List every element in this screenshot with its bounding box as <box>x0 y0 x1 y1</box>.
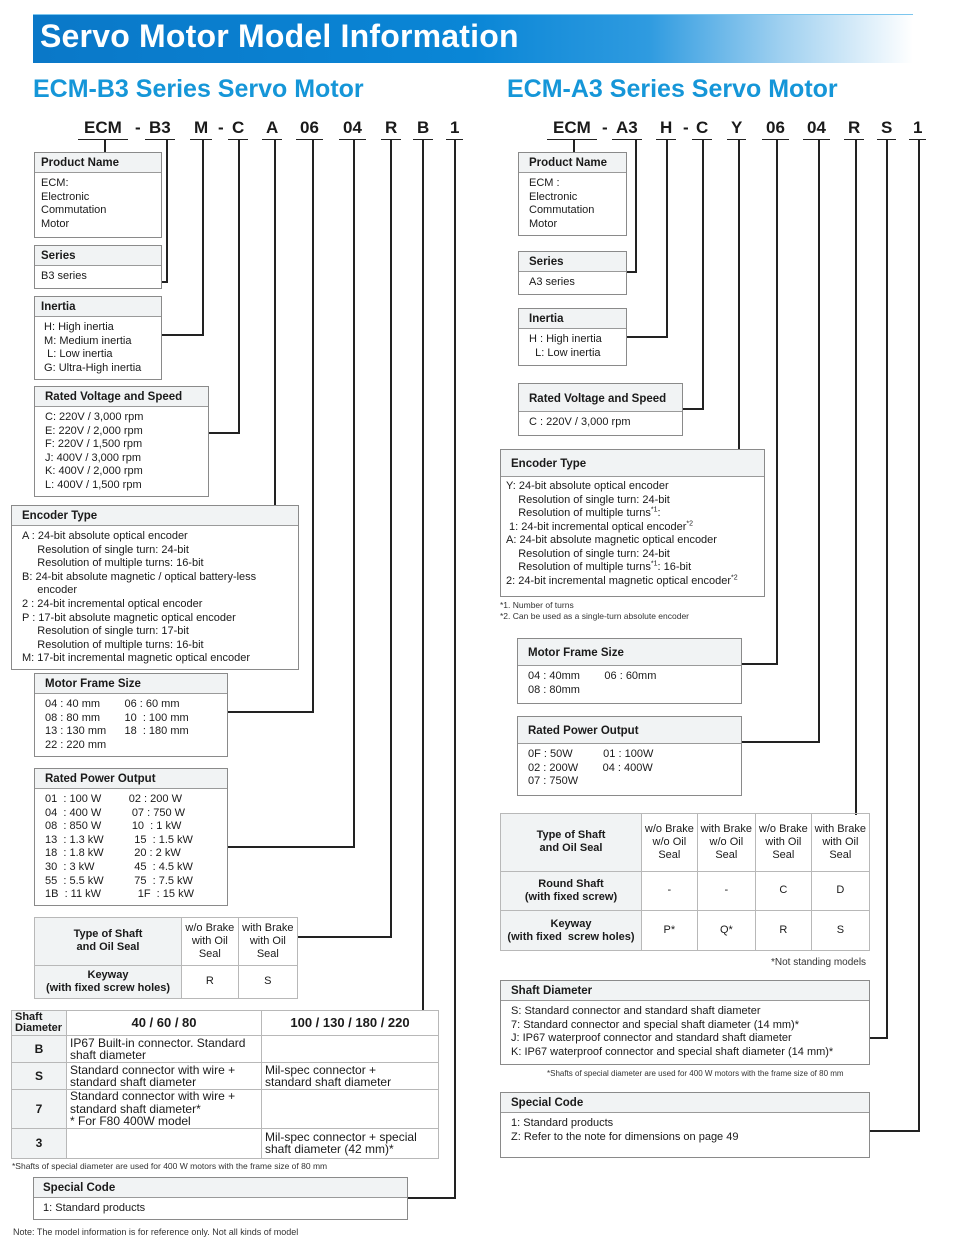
a3-encoder-line: Y: 24-bit absolute optical encoder <box>506 480 669 492</box>
b3-shaft-row-label: Keyway (with fixed screw holes) <box>35 965 182 998</box>
a3-product-name-body: ECM : Electronic Commutation Motor <box>529 177 595 230</box>
a3-encoder-line: Resolution of single turn: 24-bit <box>506 547 670 560</box>
b3-diameter-cell <box>262 1036 439 1063</box>
b3-diameter-cell: Mil-spec connector + special shaft diameter (42 mm)* <box>262 1128 439 1158</box>
footer-note: Note: The model information is for reference only. Not all kinds of model <box>13 1227 299 1237</box>
a3-voltage-body: C : 220V / 3,000 rpm <box>529 416 631 428</box>
b3-code-series: B3 <box>145 118 175 140</box>
b3-shaft-col: with Brake with Oil Seal <box>238 918 297 966</box>
a3-special-header: Special Code <box>501 1093 869 1113</box>
b3-code-inertia: M <box>190 118 212 140</box>
b3-diameter-col: 100 / 130 / 180 / 220 <box>262 1011 439 1036</box>
a3-power-body: 0F : 50W 01 : 100W 02 : 200W 04 : 400W 07 : 750W <box>528 748 654 788</box>
b3-special-header: Special Code <box>34 1178 407 1198</box>
b3-diameter-cell: Standard connector with wire + standard shaft diameter <box>67 1063 262 1090</box>
b3-diameter-key: B <box>12 1036 67 1063</box>
a3-voltage-box <box>518 383 683 436</box>
a3-shaft-col: with Brake w/o Oil Seal <box>697 814 755 872</box>
b3-shaft-cell: R <box>182 965 239 998</box>
a3-shaft-note: *Not standing models <box>771 957 867 968</box>
b3-code-special: 1 <box>446 118 463 140</box>
b3-code-diameter: B <box>413 118 433 140</box>
b3-shaft-col: w/o Brake with Oil Seal <box>182 918 239 966</box>
b3-code-voltage: C <box>228 118 248 140</box>
a3-encoder-box <box>500 449 765 597</box>
a3-shaft-cell: R <box>755 911 811 951</box>
b3-power-body: 01 : 100 W 02 : 200 W 04 : 400 W 07 : 750 W 08 : 850 W 10 : 1 kW 13 : 1.3 kW 15 : 1.5 kW 18 : 1.8 kW 20 : 2 kW 30 : 3 kW 45 : 4.5 kW 55 : 5.5 kW 75 : 7.5 kW 1B : 11 kW 1F : 15 kW <box>45 793 194 901</box>
b3-product-name-body: ECM: Electronic Commutation Motor <box>41 177 107 230</box>
b3-inertia-body: H: High inertia M: Medium inertia L: Low inertia G: Ultra-High inertia <box>44 321 142 374</box>
a3-special-body: 1: Standard products Z: Refer to the note for dimensions on page 49 <box>511 1117 739 1143</box>
a3-encoder-line: Resolution of multiple turns$^{*1}$: <box>506 506 661 519</box>
b3-diameter-note: *Shafts of special diameter are used for 400 W motors with the frame size of 80 mm <box>12 1161 328 1171</box>
a3-encoder-line: Resolution of single turn: 24-bit <box>506 493 670 506</box>
a3-code-frame: 06 <box>762 118 789 140</box>
b3-diameter-cell: IP67 Built-in connector. Standard shaft diameter <box>67 1036 262 1063</box>
a3-diameter-body: S: Standard connector and standard shaft diameter 7: Standard connector and special shaft diameter (14 mm)* J: IP67 waterproof connector and standard shaft diameter K: IP67 waterproof connector and special shaft diameter (14 mm)* <box>511 1005 834 1058</box>
a3-series-box <box>518 251 627 295</box>
b3-diameter-corner: Shaft Diameter <box>12 1011 67 1036</box>
a3-diameter-note: *Shafts of special diameter are used for 400 W motors with the frame size of 80 mm <box>547 1069 844 1078</box>
a3-shaft-col: w/o Brake with Oil Seal <box>755 814 811 872</box>
b3-code-encoder: A <box>262 118 282 140</box>
b3-diameter-row <box>12 1063 439 1090</box>
a3-code-special: 1 <box>909 118 926 140</box>
a3-special-box <box>500 1092 870 1158</box>
a3-inertia-body: H : High inertia L: Low inertia <box>529 333 602 359</box>
a3-code-series: A3 <box>612 118 642 140</box>
b3-diameter-cell: Mil-spec connector + standard shaft diameter <box>262 1063 439 1090</box>
b3-voltage-box <box>34 386 209 497</box>
b3-code-ecm: ECM <box>78 118 128 140</box>
b3-series-box <box>34 245 162 289</box>
a3-code-encoder: Y <box>727 118 746 140</box>
a3-shaft-cell: - <box>697 871 755 911</box>
a3-shaft-cell: S <box>811 911 869 951</box>
b3-product-name-box <box>34 152 162 238</box>
a3-shaft-cell: Q* <box>697 911 755 951</box>
a3-product-name-box <box>518 152 627 236</box>
a3-frame-box <box>517 638 742 704</box>
b3-series-body: B3 series <box>41 270 87 282</box>
b3-diameter-key: 7 <box>12 1090 67 1129</box>
a3-inertia-header: Inertia <box>519 309 626 329</box>
b3-power-header: Rated Power Output <box>35 769 227 789</box>
a3-diameter-box <box>500 980 870 1065</box>
a3-series-header: Series <box>519 252 626 272</box>
b3-code-power: 04 <box>339 118 366 140</box>
b3-frame-body: 04 : 40 mm 06 : 60 mm 08 : 80 mm 10 : 100 mm 13 : 130 mm 18 : 180 mm 22 : 220 mm <box>45 698 189 751</box>
b3-diameter-cell <box>262 1090 439 1129</box>
a3-shaft-row-label: Round Shaft (with fixed screw) <box>501 871 642 911</box>
b3-diameter-row <box>12 1036 439 1063</box>
b3-code-dash-2: - <box>218 118 224 137</box>
a3-code-diameter: S <box>877 118 896 140</box>
a3-encoder-body <box>501 477 764 590</box>
b3-shaft-type-table <box>34 917 298 999</box>
a3-encoder-header: Encoder Type <box>501 450 764 477</box>
a3-product-name-header: Product Name <box>519 153 626 173</box>
b3-diameter-row <box>12 1128 439 1158</box>
a3-encoder-note-1: *1. Number of turns <box>500 600 574 610</box>
b3-series-header: Series <box>35 246 161 266</box>
b3-diameter-cell: Standard connector with wire + standard shaft diameter* * For F80 400W model <box>67 1090 262 1129</box>
b3-shaft-diameter-table <box>11 1010 439 1159</box>
b3-inertia-header: Inertia <box>35 297 161 317</box>
b3-voltage-header: Rated Voltage and Speed <box>35 387 208 407</box>
a3-frame-header: Motor Frame Size <box>518 639 741 666</box>
a3-shaft-row <box>501 871 870 911</box>
b3-encoder-box <box>11 505 299 670</box>
b3-diameter-key: S <box>12 1063 67 1090</box>
b3-special-box <box>33 1177 408 1220</box>
b3-shaft-cell: S <box>238 965 297 998</box>
page-title: Servo Motor Model Information <box>40 18 519 54</box>
b3-product-name-header: Product Name <box>35 153 161 173</box>
b3-voltage-body: C: 220V / 3,000 rpm E: 220V / 2,000 rpm F: 220V / 1,500 rpm J: 400V / 3,000 rpm K: 400V / 2,000 rpm L: 400V / 1,500 rpm <box>45 411 144 491</box>
a3-inertia-box <box>518 308 627 366</box>
b3-frame-box <box>34 673 228 757</box>
b3-shaft-header: Type of Shaft and Oil Seal <box>35 918 182 966</box>
b3-power-box <box>34 768 228 906</box>
a3-voltage-header: Rated Voltage and Speed <box>519 384 682 412</box>
a3-power-box <box>517 716 742 796</box>
a3-shaft-type-table <box>500 813 870 951</box>
a3-encoder-line: A: 24-bit absolute magnetic optical encoder <box>506 534 717 546</box>
a3-frame-body: 04 : 40mm 06 : 60mm 08 : 80mm <box>528 670 657 696</box>
b3-code-frame: 06 <box>296 118 323 140</box>
b3-diameter-cell <box>67 1128 262 1158</box>
a3-code-inertia: H <box>656 118 676 140</box>
a3-code-shaft: R <box>844 118 864 140</box>
a3-encoder-note-2: *2. Can be used as a single-turn absolute encoder <box>500 611 690 621</box>
b3-diameter-col: 40 / 60 / 80 <box>67 1011 262 1036</box>
b3-code-dash-1: - <box>135 118 141 137</box>
a3-shaft-row <box>501 911 870 951</box>
a3-shaft-cell: D <box>811 871 869 911</box>
a3-shaft-header: Type of Shaft and Oil Seal <box>501 814 642 872</box>
b3-frame-header: Motor Frame Size <box>35 674 227 694</box>
b3-code-shaft: R <box>381 118 401 140</box>
a3-power-header: Rated Power Output <box>518 717 741 744</box>
a3-shaft-cell: P* <box>642 911 698 951</box>
a3-shaft-cell: - <box>642 871 698 911</box>
b3-encoder-body: A : 24-bit absolute optical encoder Resolution of single turn: 24-bit Resolution of multiple turns: 16-bit B: 24-bit absolute magnetic / optical battery-less encoder 2 : 24-bit incremental optical encoder P : 17-bit absolute magnetic optical encoder Resolution of single turn: 17-bit Resolution of multiple turns: 16-bit M: 17-bit incremental magnetic optical encoder <box>22 530 257 665</box>
a3-series-title: ECM-A3 Series Servo Motor <box>507 75 838 103</box>
a3-shaft-col: w/o Brake w/o Oil Seal <box>642 814 698 872</box>
b3-encoder-header: Encoder Type <box>12 506 298 526</box>
a3-code-power: 04 <box>803 118 830 140</box>
a3-code-dash-1: - <box>602 118 608 137</box>
a3-code-ecm: ECM <box>547 118 597 140</box>
a3-encoder-line: Resolution of multiple turns$^{*1}$: 16-bit <box>506 560 692 573</box>
a3-series-body: A3 series <box>529 276 575 288</box>
a3-code-voltage: C <box>692 118 712 140</box>
a3-shaft-row-label: Keyway (with fixed screw holes) <box>501 911 642 951</box>
a3-shaft-cell: C <box>755 871 811 911</box>
a3-code-dash-2: - <box>683 118 689 137</box>
b3-inertia-box <box>34 296 162 380</box>
b3-series-title: ECM-B3 Series Servo Motor <box>33 75 364 103</box>
a3-encoder-line: 2: 24-bit incremental magnetic optical encoder$^{*2}$ <box>506 573 738 587</box>
b3-diameter-row <box>12 1090 439 1129</box>
b3-diameter-key: 3 <box>12 1128 67 1158</box>
b3-special-body: 1: Standard products <box>43 1202 146 1214</box>
a3-encoder-line: 1: 24-bit incremental optical encoder$^{*2}$ <box>506 519 694 533</box>
a3-diameter-header: Shaft Diameter <box>501 981 869 1001</box>
a3-shaft-col: with Brake with Oil Seal <box>811 814 869 872</box>
